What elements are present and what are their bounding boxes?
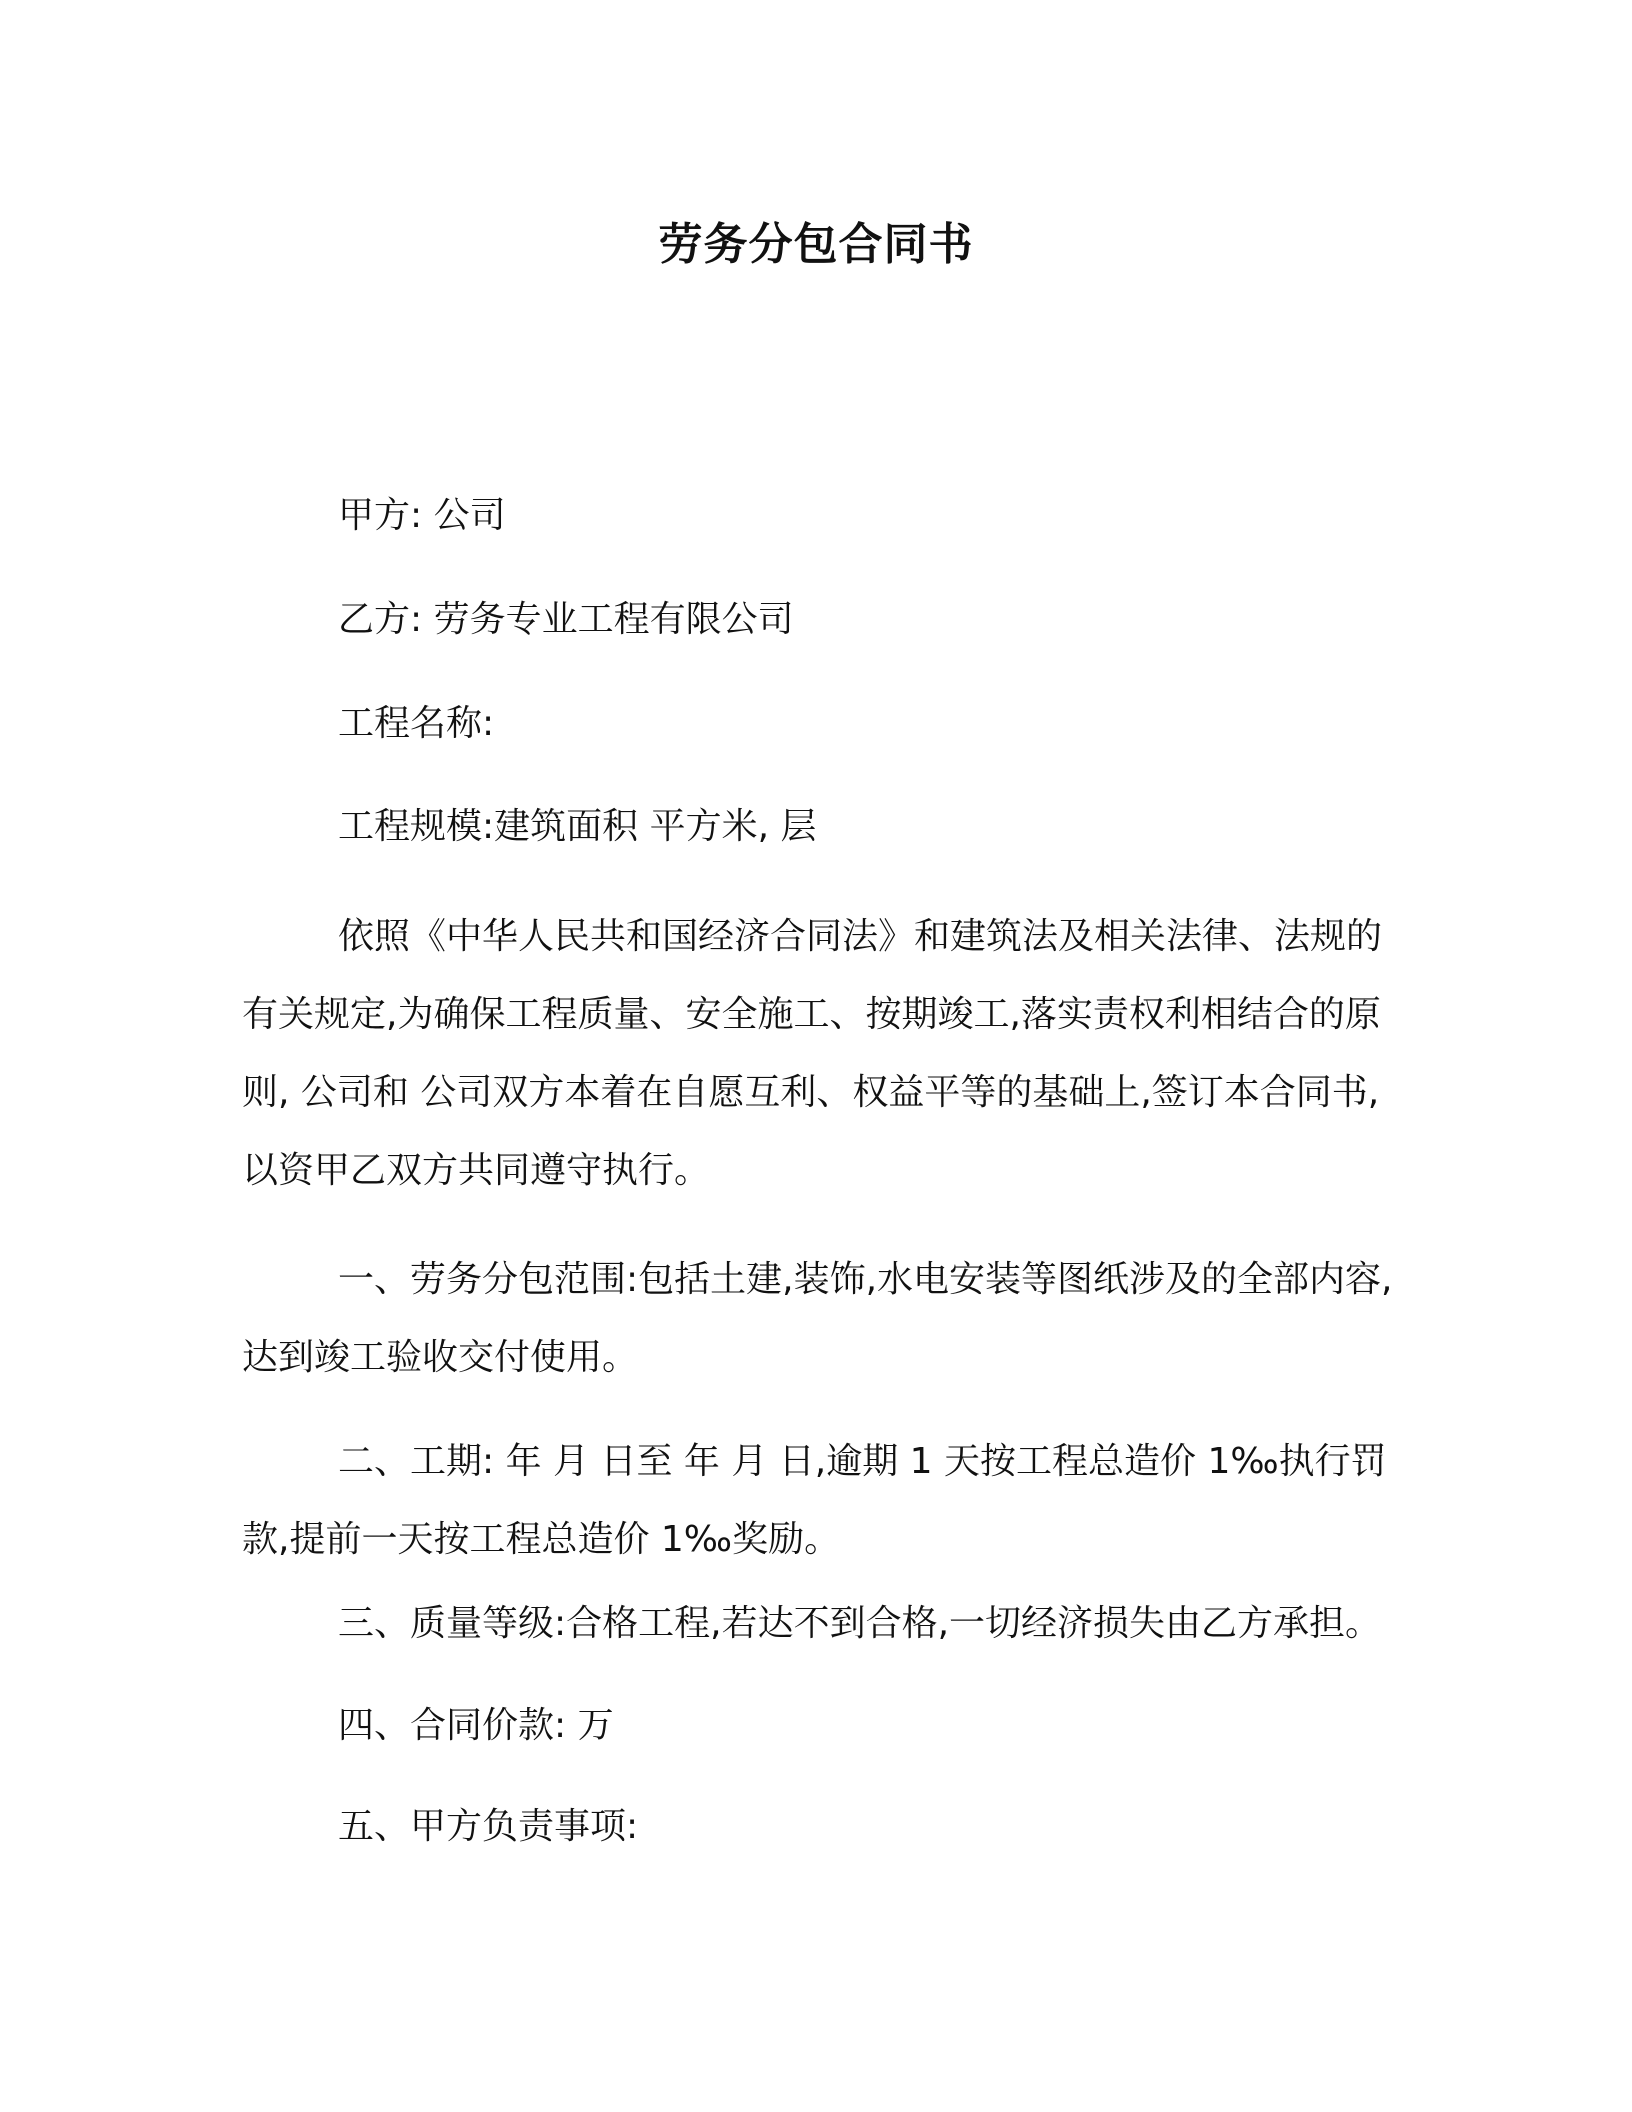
party-b-line: 乙方: 劳务专业工程有限公司	[338, 599, 794, 640]
clause-party-a-duties: 五、甲方负责事项:	[338, 1806, 639, 1847]
clause-price: 四、合同价款: 万	[338, 1705, 614, 1746]
clause-quality: 三、质量等级:合格工程,若达不到合格,一切经济损失由乙方承担。	[338, 1603, 1382, 1644]
clause-duration: 二、工期: 年 月 日至 年 月 日,逾期 1 天按工程总造价 1‰执行罚款,提前一天按工程总造价 1‰奖励。	[242, 1441, 1387, 1560]
clause-scope: 一、劳务分包范围:包括土建,装饰,水电安装等图纸涉及的全部内容,达到竣工验收交付使用。	[242, 1259, 1393, 1378]
project-name-line: 工程名称:	[338, 703, 495, 744]
document-title: 劳务分包合同书	[658, 219, 974, 270]
preamble-paragraph: 依照《中华人民共和国经济合同法》和建筑法及相关法律、法规的有关规定,为确保工程质量、安全施工、按期竣工,落实责权利相结合的原则, 公司和 公司双方本着在自愿互利、权益平等的基础上,签订本合同书,以资甲乙双方共同遵守执行。	[242, 916, 1383, 1191]
party-a-line: 甲方: 公司	[338, 495, 506, 536]
project-scale-line: 工程规模:建筑面积 平方米, 层	[338, 806, 817, 847]
